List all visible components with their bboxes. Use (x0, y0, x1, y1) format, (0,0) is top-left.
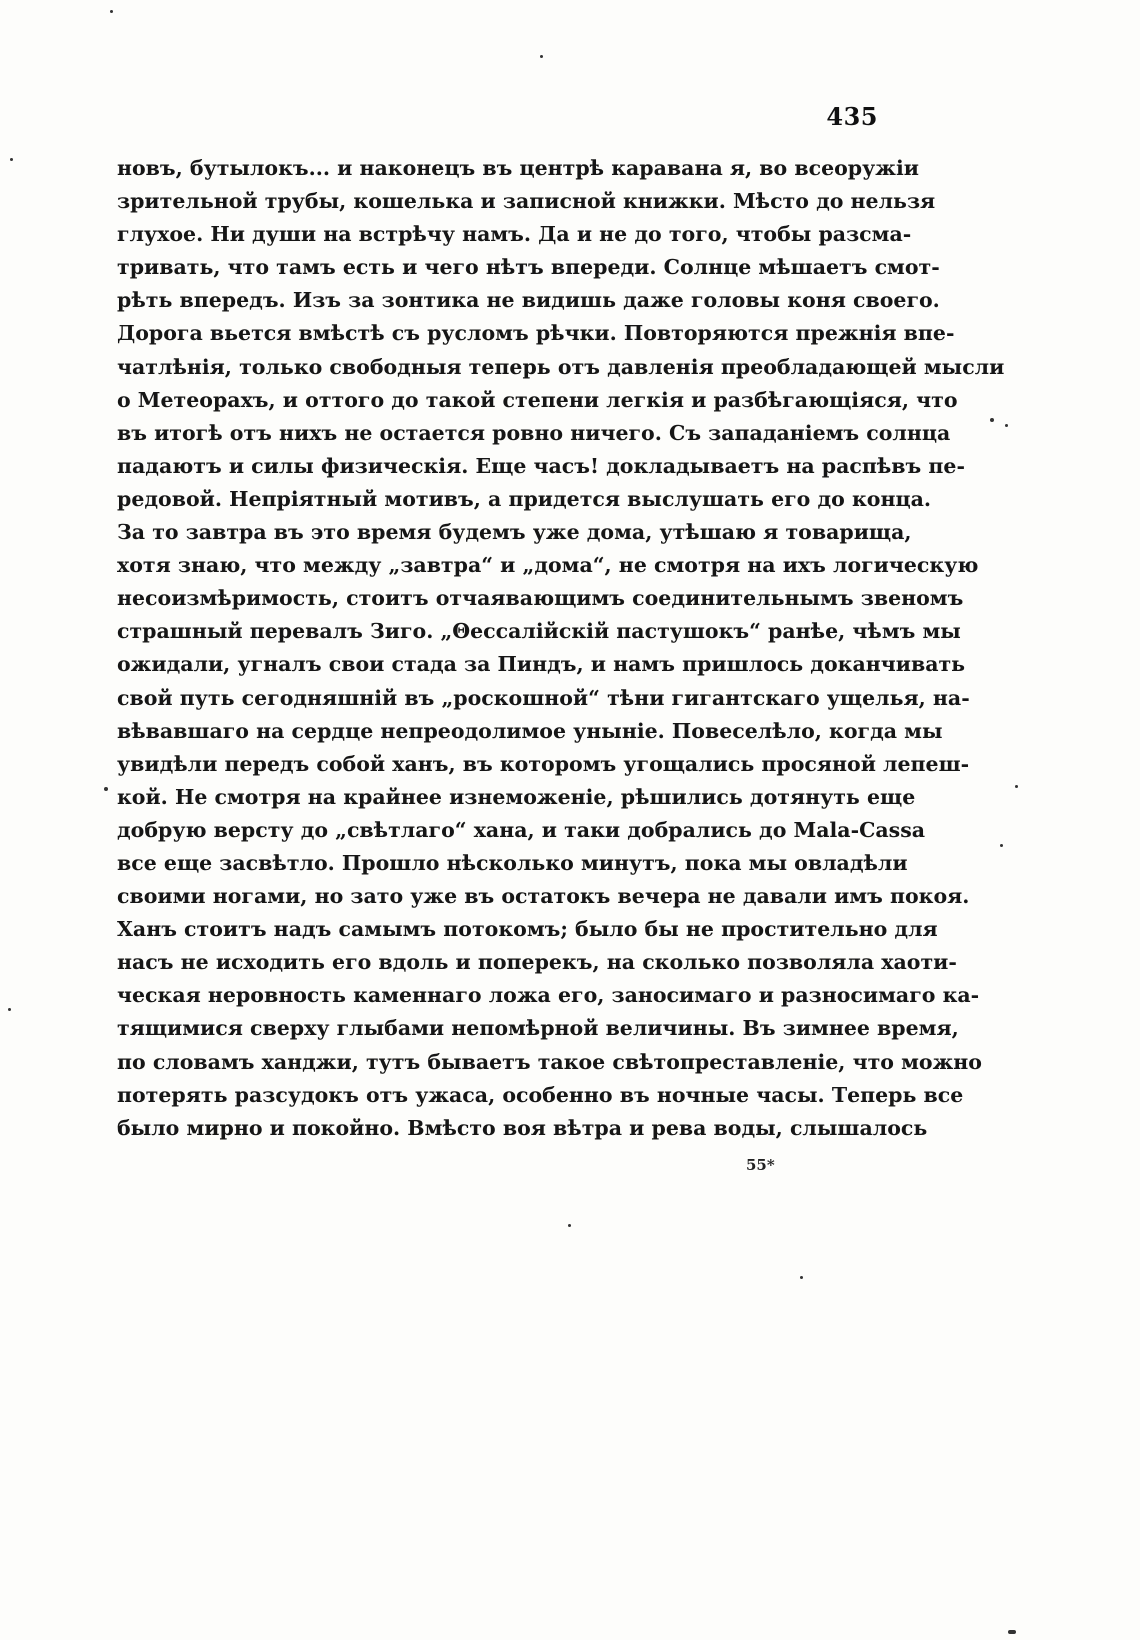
text-line: свой путь сегодняшній въ „роскошной“ тѣни гигантскаго ущелья, на- (117, 685, 970, 710)
scan-speck (1015, 785, 1018, 788)
text-line: потерять разсудокъ отъ ужаса, особенно въ ночные часы. Теперь все (117, 1082, 964, 1107)
text-line: все еще засвѣтло. Прошло нѣсколько минутъ, пока мы овладѣли (117, 850, 908, 875)
scan-speck (110, 10, 113, 13)
text-line: чатлѣнія, только свободныя теперь отъ давленія преобладающей мысли (117, 354, 1005, 379)
text-line: глухое. Ни души на встрѣчу намъ. Да и не до того, чтобы разсма- (117, 222, 912, 247)
scan-speck (10, 158, 13, 161)
text-line: хотя знаю, что между „завтра“ и „дома“, не смотря на ихъ логическую (117, 553, 979, 578)
text-line: страшный перевалъ Зиго. „Θессалійскій пастушокъ“ ранѣе, чѣмъ мы (117, 619, 961, 644)
scan-speck (1008, 1630, 1016, 1634)
scan-speck (990, 418, 994, 422)
text-line: добрую версту до „свѣтлаго“ хана, и таки добрались до Mala-Cassa (117, 817, 926, 842)
scan-speck (8, 1008, 11, 1011)
scan-speck (1005, 424, 1008, 427)
text-line: кой. Не смотря на крайнее изнеможеніе, рѣшились дотянуть еще (117, 784, 916, 809)
page-number: 435 (826, 102, 878, 131)
text-line: увидѣли передъ собой ханъ, въ которомъ угощались просяной лепеш- (117, 751, 970, 776)
scan-speck (568, 1224, 571, 1227)
text-line: въ итогѣ отъ нихъ не остается ровно ничего. Съ западаніемъ солнца (117, 420, 951, 445)
text-line: тящимися сверху глыбами непомѣрной величины. Въ зимнее время, (117, 1016, 959, 1041)
text-line: новъ, бутылокъ... и наконецъ въ центрѣ каравана я, во всеоружіи (117, 156, 919, 180)
text-line: Дорога вьется вмѣстѣ съ русломъ рѣчки. Повторяются прежнія впе- (117, 321, 955, 346)
text-line: зрительной трубы, кошелька и записной книжки. Мѣсто до нельзя (117, 189, 936, 214)
body-text (117, 152, 1005, 1145)
text-line: За то завтра въ это время будемъ уже дома, утѣшаю я товарища, (117, 520, 912, 545)
text-line: вѣвавшаго на сердце непреодолимое уныніе. Повеселѣло, когда мы (117, 718, 943, 743)
text-line: Ханъ стоитъ надъ самымъ потокомъ; было бы не простительно для (117, 917, 938, 942)
text-line: ческая неровность каменнаго ложа его, заносимаго и разносимаго ка- (117, 983, 980, 1008)
text-line: падаютъ и силы физическія. Еще часъ! докладываетъ на распѣвъ пе- (117, 453, 965, 478)
scan-speck (800, 1276, 803, 1279)
scan-speck (104, 787, 108, 791)
text-line: ожидали, угналъ свои стада за Пиндъ, и намъ пришлось доканчивать (117, 652, 966, 677)
text-line: по словамъ ханджи, тутъ бываетъ такое свѣтопреставленіе, что можно (117, 1049, 982, 1074)
text-line: редовой. Непріятный мотивъ, а придется выслушать его до конца. (117, 486, 932, 511)
text-line: несоизмѣримость, стоитъ отчаявающимъ соединительнымъ звеномъ (117, 586, 964, 611)
text-line: насъ не исходить его вдоль и поперекъ, на сколько позволяла хаоти- (117, 950, 957, 975)
scan-speck (1000, 844, 1003, 847)
printer-signature: 55* (746, 1156, 775, 1174)
text-line: о Метеорахъ, и оттого до такой степени легкія и разбѣгающіяся, что (117, 387, 958, 412)
text-line: тривать, что тамъ есть и чего нѣтъ впереди. Солнце мѣшаетъ смот- (117, 255, 940, 280)
text-line: рѣть впередъ. Изъ за зонтика не видишь даже головы коня своего. (117, 288, 940, 313)
scan-speck (540, 55, 543, 58)
text-line: было мирно и покойно. Вмѣсто воя вѣтра и рева воды, слышалось (117, 1115, 928, 1140)
text-line: своими ногами, но зато уже въ остатокъ вечера не давали имъ покоя. (117, 884, 970, 909)
